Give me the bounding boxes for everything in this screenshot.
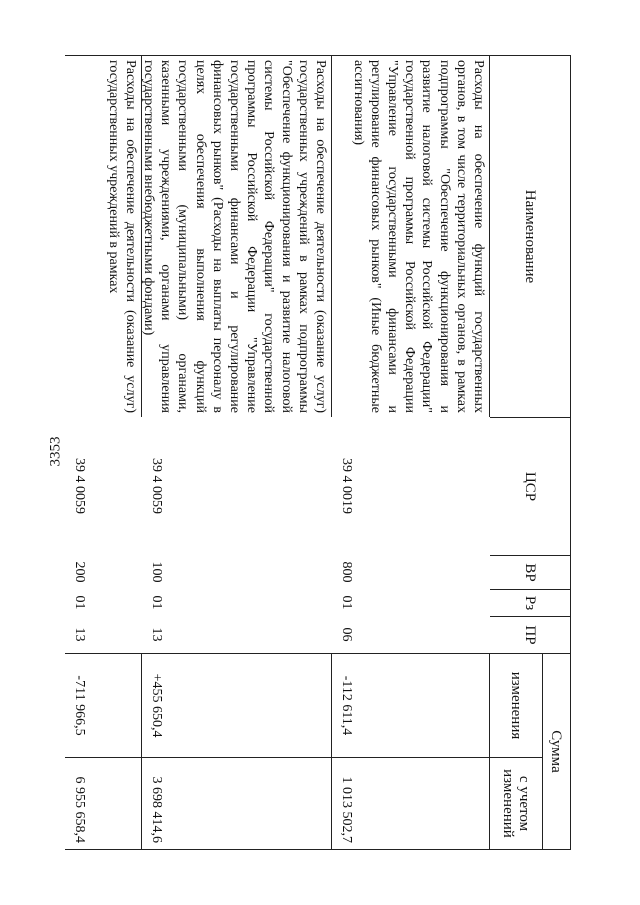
row-1-rz: 01 <box>339 595 354 610</box>
row-3-vr: 200 <box>72 561 87 583</box>
header-sum: Сумма <box>543 653 571 850</box>
row-3-rz: 01 <box>72 595 87 610</box>
row-1-total: 1 013 502,7 <box>332 757 490 850</box>
header-pr: ПР <box>490 616 571 653</box>
row-3-name: Расходы на обеспечение деятельности (оказание услуг) государственных учреждений в рамках <box>65 55 142 417</box>
row-2-vr: 100 <box>149 561 164 583</box>
row-3-pr: 13 <box>72 627 87 642</box>
header-with-changes: с учетом изменений <box>490 757 543 850</box>
row-1-change: -112 611,4 <box>332 653 490 757</box>
row-2-pr: 13 <box>149 627 164 642</box>
row-1-name: Расходы на обеспечение функций государственных органов, в том числе территориальных органов, в рамках подпрограммы "Обеспечение функционирования и развитие налоговой системы Российской Федерации" государственной программы Российской Федерации "Управление государственными финансами и регулирование финансовых рынков" (Иные бюджетные ассигнования) <box>332 55 490 417</box>
row-1-pr: 06 <box>339 627 354 642</box>
row-2-change: +455 650,4 <box>142 653 332 757</box>
header-vr: ВР <box>490 555 571 589</box>
row-2-csr: 39 4 0059 <box>149 458 164 514</box>
page-number: 3353 <box>47 436 64 467</box>
header-name: Наименование <box>490 55 571 417</box>
header-rz: Рз <box>490 589 571 616</box>
row-3-total: 6 955 658,4 <box>65 757 142 850</box>
row-2-rz: 01 <box>149 595 164 610</box>
header-changes: изменения <box>490 653 543 757</box>
row-3-change: -711 966,5 <box>65 653 142 757</box>
row-2-name: Расходы на обеспечение деятельности (оказание услуг) государственных учреждений в рамках подпрограммы "Обеспечение функционирования и развитие налоговой системы Российской Федерации" государственной программы Российской Федерации "Управление государственными финансами и регулирование финансовых рынков" (Расходы на выплаты персоналу в целях обеспечения выполнения функций государственными (муниципальными) органами, казенными учреждениями, органами управления государственными внебюджетными фондами) <box>142 55 332 417</box>
header-csr: ЦСР <box>490 417 571 555</box>
row-3-csr: 39 4 0059 <box>72 458 87 514</box>
row-2-total: 3 698 414,6 <box>142 757 332 850</box>
row-1-vr: 800 <box>339 561 354 583</box>
row-1-csr: 39 4 0019 <box>339 458 354 514</box>
budget-table <box>15 55 571 850</box>
